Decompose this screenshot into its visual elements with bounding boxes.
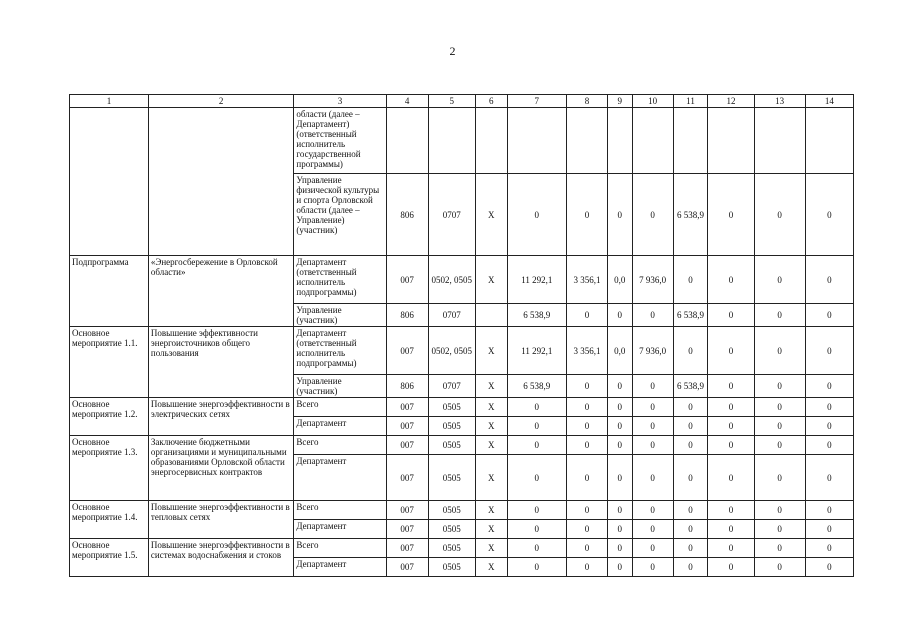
column-header-3: 3 xyxy=(294,95,386,108)
table-cell: 0 xyxy=(805,501,853,520)
column-header-12: 12 xyxy=(708,95,754,108)
table-cell: 007 xyxy=(386,520,428,539)
table-cell: 0 xyxy=(754,327,805,375)
table-cell: 0 xyxy=(608,520,633,539)
table-cell: X xyxy=(475,539,507,558)
table-cell: 0 xyxy=(567,375,608,398)
table-cell: Департамент xyxy=(294,520,386,539)
table-cell: X xyxy=(475,398,507,417)
table-cell: 0 xyxy=(567,398,608,417)
table-cell: 0 xyxy=(507,398,566,417)
column-header-6: 6 xyxy=(475,95,507,108)
table-cell: 0 xyxy=(754,539,805,558)
table-cell: 007 xyxy=(386,539,428,558)
table-cell: 0 xyxy=(805,174,853,256)
table-cell: 0 xyxy=(507,520,566,539)
column-header-13: 13 xyxy=(754,95,805,108)
column-header-7: 7 xyxy=(507,95,566,108)
table-cell: Управление (участник) xyxy=(294,375,386,398)
table-cell: 0 xyxy=(754,375,805,398)
table-cell: 0 xyxy=(673,327,708,375)
table-cell: 007 xyxy=(386,256,428,304)
table-cell: Основное мероприятие 1.1. xyxy=(70,327,149,398)
table-cell: 007 xyxy=(386,417,428,436)
table-cell: 0 xyxy=(708,375,754,398)
table-cell: 0 xyxy=(805,327,853,375)
table-cell: 0 xyxy=(805,436,853,455)
table-cell: 6 538,9 xyxy=(507,375,566,398)
table-cell: 0 xyxy=(673,256,708,304)
table-row xyxy=(70,327,854,375)
table-cell xyxy=(673,108,708,174)
table-cell: 0 xyxy=(632,417,673,436)
table-cell: 0 xyxy=(567,455,608,501)
table-cell: 0 xyxy=(708,455,754,501)
table-cell: Управление физической культуры и спорта Орловской области (далее – Управление) (участник) xyxy=(294,174,386,256)
column-header-2: 2 xyxy=(148,95,294,108)
table-cell xyxy=(608,108,633,174)
table-cell: 0 xyxy=(507,539,566,558)
table-cell: X xyxy=(475,256,507,304)
table-cell: Управление (участник) xyxy=(294,304,386,327)
table-cell: Департамент xyxy=(294,455,386,501)
table-cell: Основное мероприятие 1.3. xyxy=(70,436,149,501)
table-cell: 0 xyxy=(754,256,805,304)
table-cell: 0,0 xyxy=(608,327,633,375)
table-cell: 0 xyxy=(805,455,853,501)
table-cell: 0 xyxy=(754,398,805,417)
table-cell: 007 xyxy=(386,327,428,375)
table-cell: 0 xyxy=(754,501,805,520)
column-header-5: 5 xyxy=(428,95,475,108)
table-cell: 007 xyxy=(386,455,428,501)
table-cell: 0 xyxy=(673,417,708,436)
table-cell: 0 xyxy=(754,558,805,577)
table-cell: Основное мероприятие 1.5. xyxy=(70,539,149,577)
table-cell: Департамент (ответственный исполнитель подпрограммы) xyxy=(294,256,386,304)
table-cell: 0 xyxy=(673,558,708,577)
table-cell: 6 538,9 xyxy=(673,375,708,398)
table-cell: 0 xyxy=(673,398,708,417)
table-cell: 0 xyxy=(632,539,673,558)
table-cell: 007 xyxy=(386,558,428,577)
table-cell: 0 xyxy=(708,436,754,455)
table-cell: 0 xyxy=(708,417,754,436)
table-cell: 0 xyxy=(754,520,805,539)
table-cell: X xyxy=(475,327,507,375)
column-header-4: 4 xyxy=(386,95,428,108)
table-cell: X xyxy=(475,375,507,398)
table-cell: 0 xyxy=(673,539,708,558)
table-cell: 7 936,0 xyxy=(632,327,673,375)
table-cell: 0 xyxy=(632,455,673,501)
table-cell: X xyxy=(475,558,507,577)
table-cell: 0 xyxy=(708,501,754,520)
budget-table xyxy=(69,94,854,577)
table-cell: Департамент xyxy=(294,417,386,436)
table-cell: 0505 xyxy=(428,398,475,417)
table-cell: 0 xyxy=(805,375,853,398)
table-cell: 0 xyxy=(507,174,566,256)
table-cell: 0 xyxy=(632,501,673,520)
table-cell: 0,0 xyxy=(608,256,633,304)
table-cell: 0 xyxy=(708,174,754,256)
table-cell: 0 xyxy=(507,455,566,501)
table-cell xyxy=(567,108,608,174)
table-cell: 0 xyxy=(507,417,566,436)
table-cell: 0 xyxy=(632,174,673,256)
table-cell: Всего xyxy=(294,436,386,455)
table-cell: Повышение эффективности энергоисточников общего пользования xyxy=(148,327,294,398)
table-cell: Всего xyxy=(294,539,386,558)
table-cell: 0 xyxy=(805,398,853,417)
table-cell: 0 xyxy=(632,375,673,398)
table-cell: 0 xyxy=(632,558,673,577)
table-cell: 806 xyxy=(386,174,428,256)
table-cell: X xyxy=(475,455,507,501)
column-header-11: 11 xyxy=(673,95,708,108)
table-cell: 0 xyxy=(507,436,566,455)
table-cell: 0 xyxy=(567,558,608,577)
table-cell: 0 xyxy=(608,501,633,520)
table-cell xyxy=(507,108,566,174)
table-cell: 0 xyxy=(608,398,633,417)
table-cell xyxy=(386,108,428,174)
table-cell: 0 xyxy=(708,304,754,327)
table-row xyxy=(70,108,854,174)
table-cell: Подпрограмма xyxy=(70,256,149,327)
table-cell: 7 936,0 xyxy=(632,256,673,304)
table-cell: 0505 xyxy=(428,501,475,520)
table-cell: X xyxy=(475,436,507,455)
table-cell: 0 xyxy=(567,417,608,436)
table-cell: X xyxy=(475,174,507,256)
table-cell: 0 xyxy=(507,501,566,520)
table-cell: 0 xyxy=(608,539,633,558)
table-cell: 0502, 0505 xyxy=(428,327,475,375)
table-cell: 3 356,1 xyxy=(567,256,608,304)
table-row xyxy=(70,539,854,558)
column-header-9: 9 xyxy=(608,95,633,108)
table-row xyxy=(70,501,854,520)
table-cell: 6 538,9 xyxy=(673,174,708,256)
table-cell: Всего xyxy=(294,501,386,520)
table-cell: 0 xyxy=(708,520,754,539)
table-cell: 0 xyxy=(567,501,608,520)
table-cell: 007 xyxy=(386,501,428,520)
table-cell: Повышение энергоэффективности в электрических сетях xyxy=(148,398,294,436)
table-cell: 0 xyxy=(708,539,754,558)
table-cell: 0 xyxy=(673,455,708,501)
table-cell: Заключение бюджетными организациями и муниципальными образованиями Орловской области энергосервисных контрактов xyxy=(148,436,294,501)
table-cell: 0 xyxy=(608,455,633,501)
table-cell: 0707 xyxy=(428,375,475,398)
table-cell: 0 xyxy=(608,375,633,398)
table-cell: 0 xyxy=(754,436,805,455)
column-header-8: 8 xyxy=(567,95,608,108)
table-cell: 0 xyxy=(673,436,708,455)
table-cell: 0 xyxy=(507,558,566,577)
table-cell xyxy=(805,108,853,174)
table-cell: 0 xyxy=(632,436,673,455)
table-cell: 0505 xyxy=(428,417,475,436)
table-cell: 0 xyxy=(805,558,853,577)
table-cell: 0505 xyxy=(428,558,475,577)
table-cell: 0 xyxy=(673,501,708,520)
table-cell: 6 538,9 xyxy=(673,304,708,327)
table-cell: 0 xyxy=(754,174,805,256)
table-cell: 0 xyxy=(708,398,754,417)
table-cell: 0 xyxy=(754,417,805,436)
table-cell xyxy=(428,108,475,174)
table-cell: 0 xyxy=(754,304,805,327)
table-cell xyxy=(475,108,507,174)
table-cell: 0 xyxy=(567,304,608,327)
table-cell: 0 xyxy=(673,520,708,539)
table-cell: 806 xyxy=(386,375,428,398)
table-cell xyxy=(632,108,673,174)
table-cell: X xyxy=(475,417,507,436)
table-cell: 3 356,1 xyxy=(567,327,608,375)
table-cell: 0 xyxy=(708,558,754,577)
table-cell: Всего xyxy=(294,398,386,417)
column-header-10: 10 xyxy=(632,95,673,108)
table-cell: X xyxy=(475,520,507,539)
table-cell: области (далее – Департамент) (ответственный исполнитель государственной программы) xyxy=(294,108,386,174)
table-cell: Департамент xyxy=(294,558,386,577)
table-cell: 0 xyxy=(754,455,805,501)
table-row xyxy=(70,398,854,417)
table-cell: 0 xyxy=(708,256,754,304)
table-cell: 0505 xyxy=(428,455,475,501)
table-cell: 0707 xyxy=(428,304,475,327)
table-cell: 806 xyxy=(386,304,428,327)
table-cell: 0 xyxy=(567,520,608,539)
table-cell xyxy=(754,108,805,174)
table-cell xyxy=(475,304,507,327)
table-cell: 0 xyxy=(632,520,673,539)
table-cell: 0 xyxy=(708,327,754,375)
table-cell: 0 xyxy=(608,304,633,327)
page-number: 2 xyxy=(449,44,456,58)
table-cell: 0 xyxy=(632,304,673,327)
header-row xyxy=(70,95,854,108)
table-cell: 0 xyxy=(608,417,633,436)
table-cell: Повышение энергоэффективности в системах водоснабжения и стоков xyxy=(148,539,294,577)
table-cell: 0505 xyxy=(428,520,475,539)
table-cell: X xyxy=(475,501,507,520)
table-cell: 0 xyxy=(632,398,673,417)
table-cell: 0 xyxy=(805,304,853,327)
table-cell: 11 292,1 xyxy=(507,327,566,375)
table-cell: 0 xyxy=(608,174,633,256)
column-header-1: 1 xyxy=(70,95,149,108)
table-cell: 0502, 0505 xyxy=(428,256,475,304)
table-cell: 0 xyxy=(608,558,633,577)
table-cell xyxy=(70,108,149,256)
table-cell: 6 538,9 xyxy=(507,304,566,327)
table-cell: 0 xyxy=(608,436,633,455)
table-row xyxy=(70,256,854,304)
table-cell: 0505 xyxy=(428,436,475,455)
column-header-14: 14 xyxy=(805,95,853,108)
table-cell: 0 xyxy=(567,174,608,256)
table-cell: «Энергосбережение в Орловской области» xyxy=(148,256,294,327)
table-cell: Повышение энергоэффективности в тепловых сетях xyxy=(148,501,294,539)
table-cell: Департамент (ответственный исполнитель подпрограммы) xyxy=(294,327,386,375)
table-cell: 007 xyxy=(386,436,428,455)
table-cell: 0 xyxy=(567,539,608,558)
table-cell: 0707 xyxy=(428,174,475,256)
table-row xyxy=(70,436,854,455)
table-cell xyxy=(148,108,294,256)
table-cell: 007 xyxy=(386,398,428,417)
table-cell: Основное мероприятие 1.4. xyxy=(70,501,149,539)
table-cell: 0 xyxy=(805,520,853,539)
table-cell: 11 292,1 xyxy=(507,256,566,304)
table-cell: 0 xyxy=(805,256,853,304)
table-cell xyxy=(708,108,754,174)
table-cell: 0 xyxy=(805,417,853,436)
table-cell: 0 xyxy=(805,539,853,558)
table-cell: 0505 xyxy=(428,539,475,558)
table-cell: 0 xyxy=(567,436,608,455)
table-cell: Основное мероприятие 1.2. xyxy=(70,398,149,436)
